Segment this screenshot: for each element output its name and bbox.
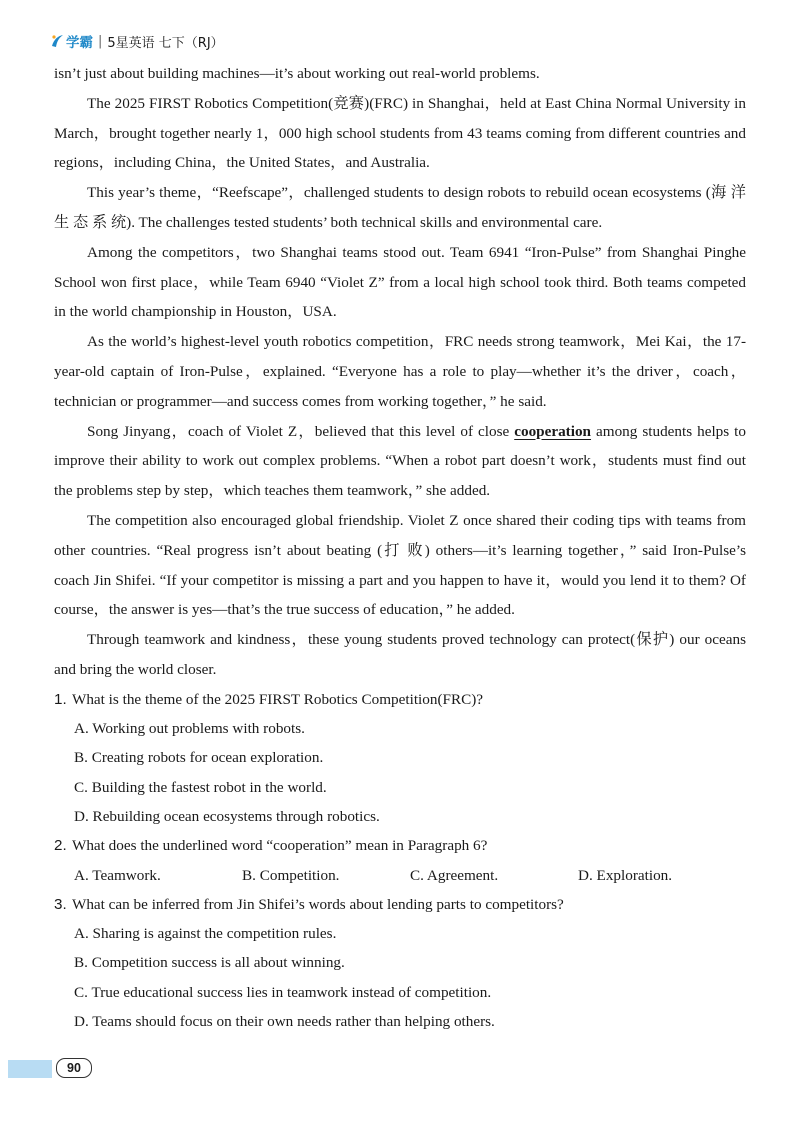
- question-number: 1.: [54, 690, 67, 708]
- question-3: [54, 890, 746, 1036]
- brand-logo: [50, 31, 93, 51]
- book-title: 5星英语 七下（RJ）: [107, 35, 224, 51]
- page-header: [50, 31, 224, 51]
- page-number: 90: [56, 1058, 92, 1078]
- option-row: [54, 861, 746, 890]
- paragraph-5: [54, 417, 746, 506]
- question-text: What does the underlined word “cooperation” mean in Paragraph 6?: [72, 837, 488, 855]
- option-b: B. Competition success is all about winning.: [74, 954, 345, 972]
- paragraph-4: As the world’s highest-level youth robotics competition，FRC needs strong teamwork，Mei Kai，the 17-year-old captain of Iron-Pulse，explained. “Everyone has a role to play—whether it’s the driver，coach，technician or programmer—and success comes from working together，” he said.: [54, 333, 746, 410]
- question-1: [54, 685, 746, 831]
- question-number: 3.: [54, 895, 67, 913]
- option-d: D. Exploration.: [578, 866, 673, 884]
- reading-passage: [54, 59, 746, 1036]
- option-a: A. Working out problems with robots.: [74, 720, 305, 738]
- option-b: B. Competition.: [242, 866, 340, 884]
- paragraph-5-start: Song Jinyang，coach of Violet Z，believed that this level of close: [87, 422, 515, 440]
- option-a: A. Teamwork.: [74, 866, 161, 884]
- brand-swoosh-icon: [50, 33, 64, 49]
- question-list: [54, 685, 746, 1037]
- paragraph-6: The competition also encouraged global friendship. Violet Z once shared their coding tips with teams from other countries. “Real progress isn’t about beating (打 败) others—it’s learning together，” said Iron-Pulse’s coach Jin Shifei. “If your competitor is missing a part and you happen to have it，would you lend it to them? Of course，the answer is yes—that’s the true success of education，” he added.: [54, 511, 746, 619]
- question-2: [54, 831, 746, 890]
- question-text: What can be inferred from Jin Shifei’s words about lending parts to competitors?: [72, 895, 564, 913]
- paragraph-7: Through teamwork and kindness，these young students proved technology can protect(保护) our oceans and bring the world closer.: [54, 631, 746, 678]
- question-number: 2.: [54, 837, 67, 855]
- paragraph-5-end: among students helps to improve their ability to work out complex problems. “When a robot part doesn’t work，students must find out the problems step by step，which teaches them teamwork，” she added.: [54, 422, 746, 500]
- option-d: D. Teams should focus on their own needs rather than helping others.: [74, 1013, 495, 1030]
- paragraph-3: Among the competitors，two Shanghai teams stood out. Team 6941 “Iron-Pulse” from Shanghai Pinghe School won first place，while Team 6940 “Violet Z” from a local high school took third. Both teams competed in the world championship in Houston，USA.: [54, 243, 746, 321]
- footer-decoration: [8, 1060, 52, 1078]
- brand-name: 学霸: [66, 35, 93, 51]
- paragraph-continued: isn’t just about building machines—it’s about working out real-world problems.: [54, 65, 540, 82]
- paragraph-2: This year’s theme，“Reefscape”，challenged students to design robots to rebuild ocean ecosystems (海 洋 生 态 系 统). The challenges tested students’ both technical skills and environmental care.: [54, 184, 746, 231]
- question-text: What is the theme of the 2025 FIRST Robotics Competition(FRC)?: [72, 690, 484, 708]
- option-b: B. Creating robots for ocean exploration.: [74, 749, 324, 767]
- option-c: C. True educational success lies in teamwork instead of competition.: [74, 983, 492, 1001]
- header-separator: |: [98, 33, 103, 49]
- underlined-word-cooperation: cooperation: [514, 422, 592, 440]
- option-a: A. Sharing is against the competition rules.: [74, 925, 337, 943]
- option-d: D. Rebuilding ocean ecosystems through robotics.: [74, 807, 380, 825]
- option-c: C. Agreement.: [410, 866, 499, 884]
- paragraph-1: The 2025 FIRST Robotics Competition(竞赛)(FRC) in Shanghai，held at East China Normal University in March，brought together nearly 1，000 high school students from 43 teams coming from different countries and regions，including China，the United States，and Australia.: [54, 94, 746, 172]
- option-c: C. Building the fastest robot in the world.: [74, 778, 327, 796]
